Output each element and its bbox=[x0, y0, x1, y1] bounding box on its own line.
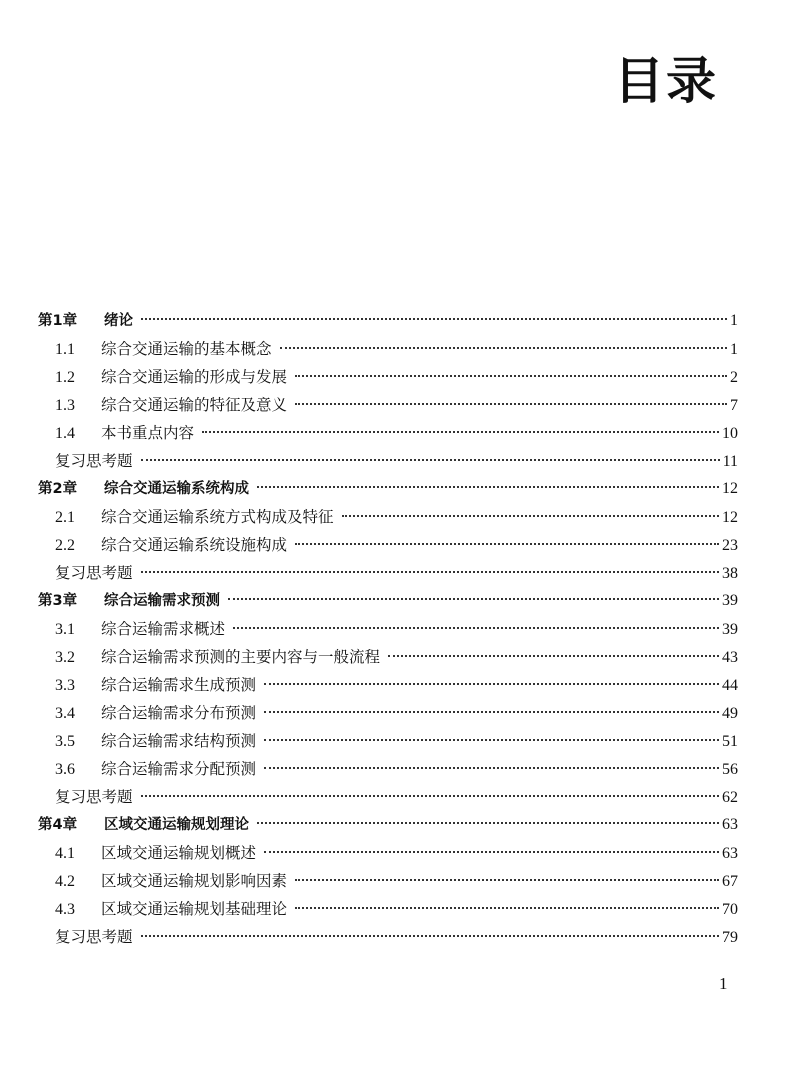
page-title: 目录 bbox=[614, 52, 718, 110]
page-number: 49 bbox=[722, 705, 738, 722]
section-title: 综合交通运输的基本概念 bbox=[101, 340, 272, 358]
dot-leader bbox=[295, 543, 719, 545]
section-number: 1.3 bbox=[55, 397, 75, 414]
dot-leader bbox=[264, 711, 719, 713]
section-number: 3.2 bbox=[55, 649, 75, 666]
dot-leader bbox=[295, 375, 727, 377]
toc-section-1-2[interactable] bbox=[38, 363, 738, 391]
section-number: 4.1 bbox=[55, 845, 75, 862]
page-number: 63 bbox=[722, 845, 738, 862]
section-title: 综合交通运输系统设施构成 bbox=[101, 536, 288, 554]
section-title: 综合运输需求结构预测 bbox=[101, 732, 257, 750]
toc-review-4[interactable] bbox=[38, 923, 738, 951]
toc-section-3-3[interactable] bbox=[38, 671, 738, 699]
section-title: 本书重点内容 bbox=[101, 424, 195, 442]
section-number: 2.1 bbox=[55, 509, 75, 526]
chapter-number: 第3章 bbox=[38, 593, 78, 609]
dot-leader bbox=[264, 739, 719, 741]
toc-section-1-3[interactable] bbox=[38, 391, 738, 419]
toc-section-3-1[interactable] bbox=[38, 615, 738, 643]
page-folio: 1 bbox=[719, 974, 728, 993]
toc-section-3-4[interactable] bbox=[38, 699, 738, 727]
dot-leader bbox=[233, 627, 719, 629]
table-of-contents bbox=[38, 307, 738, 951]
section-number: 4.2 bbox=[55, 873, 75, 890]
toc-section-4-3[interactable] bbox=[38, 895, 738, 923]
page-number: 39 bbox=[722, 592, 738, 609]
toc-section-2-2[interactable] bbox=[38, 531, 738, 559]
dot-leader bbox=[388, 655, 719, 657]
page-number: 79 bbox=[722, 929, 738, 946]
section-title: 综合运输需求生成预测 bbox=[101, 676, 257, 694]
toc-chapter-2[interactable] bbox=[38, 475, 738, 503]
dot-leader bbox=[141, 459, 720, 461]
toc-review-2[interactable] bbox=[38, 559, 738, 587]
toc-section-3-6[interactable] bbox=[38, 755, 738, 783]
page-number: 2 bbox=[730, 369, 738, 386]
toc-section-3-2[interactable] bbox=[38, 643, 738, 671]
review-title: 复习思考题 bbox=[55, 452, 133, 470]
section-number: 3.1 bbox=[55, 621, 75, 638]
dot-leader bbox=[264, 767, 719, 769]
page-number: 44 bbox=[722, 677, 738, 694]
toc-chapter-3[interactable] bbox=[38, 587, 738, 615]
chapter-title: 绪论 bbox=[104, 313, 133, 329]
page-number: 51 bbox=[722, 733, 738, 750]
section-number: 4.3 bbox=[55, 901, 75, 918]
toc-section-3-5[interactable] bbox=[38, 727, 738, 755]
dot-leader bbox=[257, 822, 719, 824]
dot-leader bbox=[264, 683, 719, 685]
dot-leader bbox=[342, 515, 719, 517]
dot-leader bbox=[141, 935, 719, 937]
dot-leader bbox=[295, 403, 727, 405]
page-number: 39 bbox=[722, 621, 738, 638]
toc-section-1-1[interactable] bbox=[38, 335, 738, 363]
page-number: 38 bbox=[722, 565, 738, 582]
toc-chapter-1[interactable] bbox=[38, 307, 738, 335]
section-title: 综合运输需求分配预测 bbox=[101, 760, 257, 778]
toc-section-4-2[interactable] bbox=[38, 867, 738, 895]
toc-section-2-1[interactable] bbox=[38, 503, 738, 531]
dot-leader bbox=[202, 431, 719, 433]
section-title: 综合交通运输系统方式构成及特征 bbox=[101, 508, 334, 526]
chapter-title: 区域交通运输规划理论 bbox=[104, 817, 249, 833]
section-number: 3.4 bbox=[55, 705, 75, 722]
section-number: 3.6 bbox=[55, 761, 75, 778]
section-title: 综合运输需求预测的主要内容与一般流程 bbox=[101, 648, 381, 666]
page-number: 1 bbox=[730, 312, 738, 329]
section-number: 1.2 bbox=[55, 369, 75, 386]
chapter-number: 第1章 bbox=[38, 313, 78, 329]
dot-leader bbox=[280, 347, 727, 349]
dot-leader bbox=[257, 486, 719, 488]
toc-section-1-4[interactable] bbox=[38, 419, 738, 447]
review-title: 复习思考题 bbox=[55, 788, 133, 806]
dot-leader bbox=[228, 598, 719, 600]
section-title: 区域交通运输规划概述 bbox=[101, 844, 257, 862]
page-number: 7 bbox=[730, 397, 738, 414]
toc-review-1[interactable] bbox=[38, 447, 738, 475]
review-title: 复习思考题 bbox=[55, 564, 133, 582]
section-number: 2.2 bbox=[55, 537, 75, 554]
section-number: 3.5 bbox=[55, 733, 75, 750]
page-number: 43 bbox=[722, 649, 738, 666]
section-title: 综合交通运输的形成与发展 bbox=[101, 368, 288, 386]
section-title: 区域交通运输规划影响因素 bbox=[101, 872, 288, 890]
chapter-number: 第2章 bbox=[38, 481, 78, 497]
section-title: 区域交通运输规划基础理论 bbox=[101, 900, 288, 918]
chapter-title: 综合交通运输系统构成 bbox=[104, 481, 249, 497]
dot-leader bbox=[264, 851, 719, 853]
chapter-title: 综合运输需求预测 bbox=[104, 593, 220, 609]
section-title: 综合运输需求概述 bbox=[101, 620, 226, 638]
page-number: 67 bbox=[722, 873, 738, 890]
dot-leader bbox=[295, 879, 719, 881]
page-number: 70 bbox=[722, 901, 738, 918]
page-number: 12 bbox=[722, 480, 738, 497]
section-number: 3.3 bbox=[55, 677, 75, 694]
dot-leader bbox=[141, 795, 719, 797]
chapter-number: 第4章 bbox=[38, 817, 78, 833]
page-number: 56 bbox=[722, 761, 738, 778]
section-title: 综合运输需求分布预测 bbox=[101, 704, 257, 722]
section-number: 1.1 bbox=[55, 341, 75, 358]
section-title: 综合交通运输的特征及意义 bbox=[101, 396, 288, 414]
dot-leader bbox=[295, 907, 719, 909]
page-number: 63 bbox=[722, 816, 738, 833]
dot-leader bbox=[141, 318, 727, 320]
page-number: 10 bbox=[722, 425, 738, 442]
toc-section-4-1[interactable] bbox=[38, 839, 738, 867]
page-number: 11 bbox=[722, 453, 738, 470]
dot-leader bbox=[141, 571, 719, 573]
toc-chapter-4[interactable] bbox=[38, 811, 738, 839]
page-number: 23 bbox=[722, 537, 738, 554]
page-number: 12 bbox=[722, 509, 738, 526]
section-number: 1.4 bbox=[55, 425, 75, 442]
review-title: 复习思考题 bbox=[55, 928, 133, 946]
page-number: 62 bbox=[722, 789, 738, 806]
page-number: 1 bbox=[730, 341, 738, 358]
toc-review-3[interactable] bbox=[38, 783, 738, 811]
